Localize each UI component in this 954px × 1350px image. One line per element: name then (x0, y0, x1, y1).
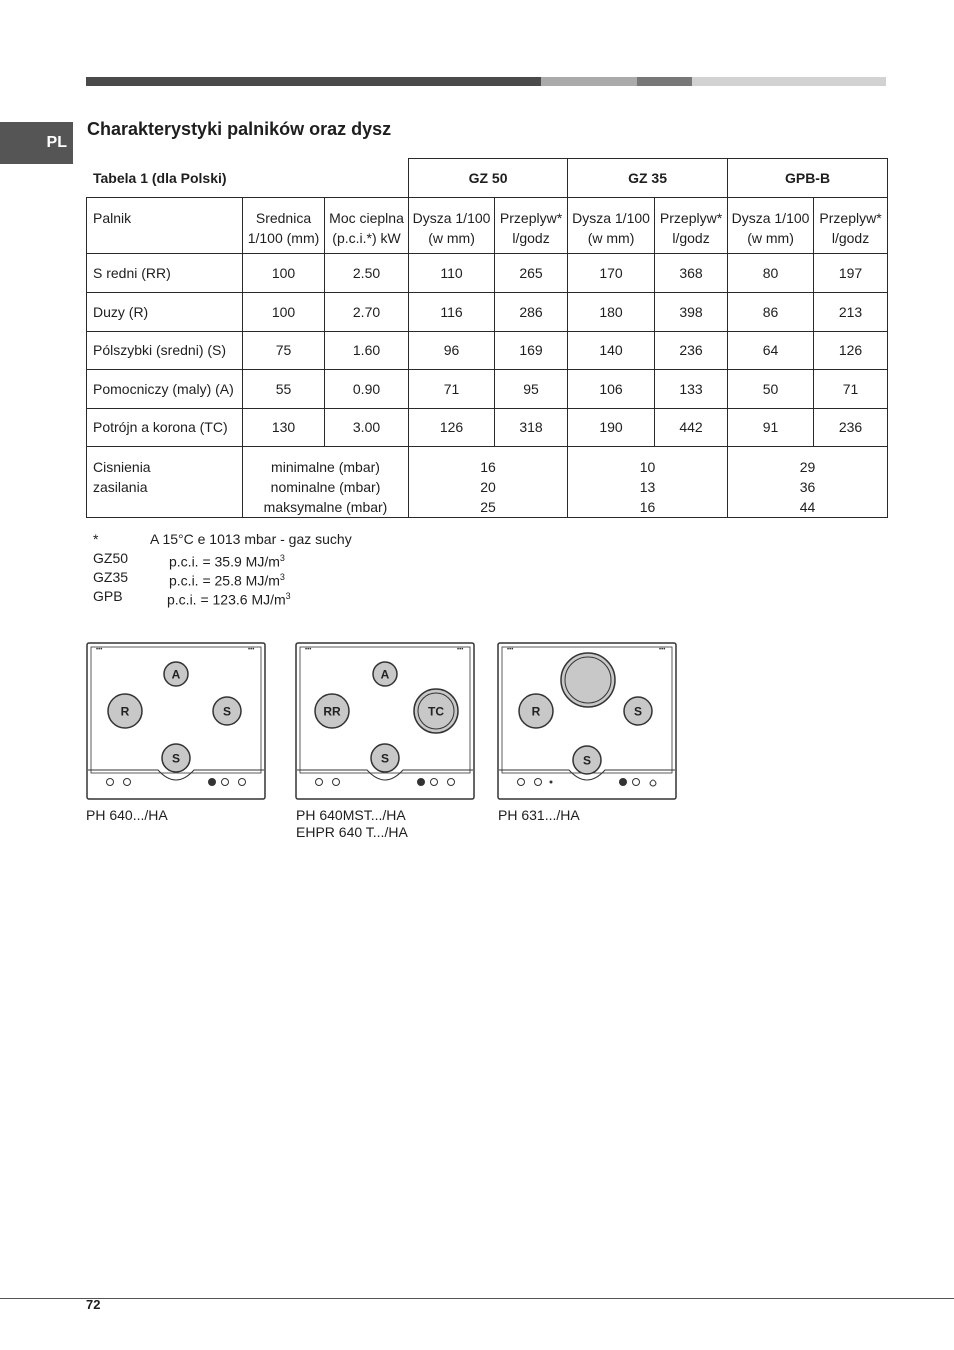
value-cell-diameter: 75 (243, 331, 325, 370)
note-key: GPB (93, 588, 123, 604)
value-cell-gpb-flow: 197 (814, 254, 888, 293)
svg-text:A: A (171, 667, 181, 682)
burner-TC (414, 689, 458, 733)
page-title: Charakterystyki palników oraz dysz (87, 119, 392, 139)
value-cell-gpb-flow: 213 (814, 293, 888, 332)
gas-group-header: GPB-B (728, 159, 888, 198)
value-cell-diameter: 55 (243, 370, 325, 409)
svg-text:S: S (582, 753, 592, 768)
burner-R (108, 694, 142, 728)
table-gas-header-row (87, 159, 888, 198)
burner-A (373, 662, 397, 686)
pressure-gpb: 29 36 44 (728, 447, 888, 518)
header-color-bar (86, 77, 886, 86)
svg-text:RR: RR (323, 704, 341, 719)
hob-diagram-ph640 (86, 642, 266, 800)
svg-text:R: R (120, 704, 130, 719)
burner-S (573, 746, 601, 774)
corner-dots: ••• (659, 647, 666, 653)
svg-text:S: S (380, 751, 390, 766)
burner-RR (315, 694, 349, 728)
hob-diagram-ph631 (497, 642, 677, 800)
corner-dots: ••• (457, 647, 464, 653)
value-cell-gpb-flow: 126 (814, 331, 888, 370)
table-caption: Tabela 1 (dla Polski) (87, 159, 409, 198)
burner-name-cell: Pólszybki (sredni) (S) (87, 331, 243, 370)
value-cell-gpb-nozzle: 86 (728, 293, 814, 332)
hob-diagram-ph640mst (295, 642, 475, 800)
gas-group-header: GZ 50 (409, 159, 568, 198)
value-cell-gz50-flow: 169 (495, 331, 568, 370)
footer-rule (0, 1298, 954, 1299)
value-cell-diameter: 100 (243, 254, 325, 293)
value-cell-gz50-flow: 95 (495, 370, 568, 409)
burner-nozzle-table (86, 158, 888, 518)
pressure-gz50: 16 20 25 (409, 447, 568, 518)
column-header-burner: Palnik (87, 198, 243, 254)
value-cell-gz35-flow: 442 (655, 408, 728, 447)
svg-text:R: R (531, 704, 541, 719)
value-cell-diameter: 100 (243, 293, 325, 332)
value-cell-gz50-flow: 318 (495, 408, 568, 447)
value-cell-gz50-nozzle: 96 (409, 331, 495, 370)
page-number: 72 (86, 1297, 101, 1312)
burner-A (164, 662, 188, 686)
language-tab: PL (0, 122, 73, 164)
value-cell-gz35-nozzle: 106 (568, 370, 655, 409)
note-text: p.c.i. = 123.6 $MJ/m^3$ (167, 591, 291, 608)
column-header-nozzle: Dysza 1/100 (w mm) (728, 198, 814, 254)
table-row (87, 408, 888, 447)
column-header-flow: Przeplyw* l/godz (495, 198, 568, 254)
value-cell-gpb-nozzle: 80 (728, 254, 814, 293)
value-cell-gz50-flow: 286 (495, 293, 568, 332)
burner-name-cell: Duzy (R) (87, 293, 243, 332)
column-header-flow: Przeplyw* l/godz (814, 198, 888, 254)
value-cell-power: 2.50 (325, 254, 409, 293)
value-cell-gz35-nozzle: 170 (568, 254, 655, 293)
column-header-flow: Przeplyw* l/godz (655, 198, 728, 254)
value-cell-power: 0.90 (325, 370, 409, 409)
burner-S (162, 744, 190, 772)
hob-model-label: PH 631.../HA (498, 807, 580, 823)
bar-segment-light (541, 77, 637, 86)
table-row (87, 293, 888, 332)
bar-segment-mid (637, 77, 692, 86)
bar-segment-dark (86, 77, 541, 86)
value-cell-gz50-nozzle: 110 (409, 254, 495, 293)
bar-segment-pale (692, 77, 886, 86)
burner-name-cell: Pomocniczy (maly) (A) (87, 370, 243, 409)
pressure-label: Cisnienia zasilania (87, 447, 243, 518)
value-cell-power: 2.70 (325, 293, 409, 332)
note-text: p.c.i. = 35.9 $MJ/m^3$ (169, 553, 285, 570)
burner-S (371, 744, 399, 772)
value-cell-gz35-nozzle: 180 (568, 293, 655, 332)
burner-name-cell: S redni (RR) (87, 254, 243, 293)
note-text: A 15°C e 1013 mbar - gaz suchy (150, 531, 352, 547)
table-row (87, 254, 888, 293)
pressure-row (87, 447, 888, 518)
svg-text:S: S (633, 704, 643, 719)
pressure-levels: minimalne (mbar) nominalne (mbar) maksymalne (mbar) (243, 447, 409, 518)
value-cell-power: 1.60 (325, 331, 409, 370)
column-header-diameter: Srednica 1/100 (mm) (243, 198, 325, 254)
svg-text:A: A (380, 667, 390, 682)
value-cell-power: 3.00 (325, 408, 409, 447)
corner-dots: ••• (96, 647, 103, 653)
value-cell-gpb-nozzle: 64 (728, 331, 814, 370)
note-text: p.c.i. = 25.8 $MJ/m^3$ (169, 572, 285, 589)
column-header-power: Moc cieplna (p.c.i.*) kW (325, 198, 409, 254)
svg-text:S: S (171, 751, 181, 766)
value-cell-gz35-nozzle: 140 (568, 331, 655, 370)
hob-model-label: PH 640.../HA (86, 807, 168, 823)
svg-text:S: S (222, 704, 232, 719)
burner-name-cell: Potrójn a korona (TC) (87, 408, 243, 447)
note-key: GZ50 (93, 550, 129, 566)
note-key: * (93, 531, 99, 547)
value-cell-gz50-nozzle: 116 (409, 293, 495, 332)
electric-plate-icon (561, 653, 615, 707)
burner-R (519, 694, 553, 728)
column-header-nozzle: Dysza 1/100 (w mm) (409, 198, 495, 254)
table-row (87, 331, 888, 370)
value-cell-gpb-flow: 71 (814, 370, 888, 409)
corner-dots: ••• (305, 647, 312, 653)
value-cell-gz35-nozzle: 190 (568, 408, 655, 447)
value-cell-gpb-flow: 236 (814, 408, 888, 447)
value-cell-gz50-nozzle: 126 (409, 408, 495, 447)
value-cell-gpb-nozzle: 50 (728, 370, 814, 409)
hob-model-label: PH 640MST.../HA EHPR 640 T.../HA (296, 807, 408, 840)
note-key: GZ35 (93, 569, 129, 585)
value-cell-diameter: 130 (243, 408, 325, 447)
value-cell-gz50-flow: 265 (495, 254, 568, 293)
table-row (87, 370, 888, 409)
corner-dots: ••• (507, 647, 514, 653)
value-cell-gz35-flow: 133 (655, 370, 728, 409)
burner-S (624, 697, 652, 725)
value-cell-gpb-nozzle: 91 (728, 408, 814, 447)
gas-group-header: GZ 35 (568, 159, 728, 198)
value-cell-gz35-flow: 398 (655, 293, 728, 332)
burner-S (213, 697, 241, 725)
table-column-header-row (87, 198, 888, 254)
pressure-gz35: 10 13 16 (568, 447, 728, 518)
corner-dots: ••• (248, 647, 255, 653)
value-cell-gz35-flow: 236 (655, 331, 728, 370)
value-cell-gz35-flow: 368 (655, 254, 728, 293)
value-cell-gz50-nozzle: 71 (409, 370, 495, 409)
column-header-nozzle: Dysza 1/100 (w mm) (568, 198, 655, 254)
svg-text:TC: TC (428, 704, 444, 719)
